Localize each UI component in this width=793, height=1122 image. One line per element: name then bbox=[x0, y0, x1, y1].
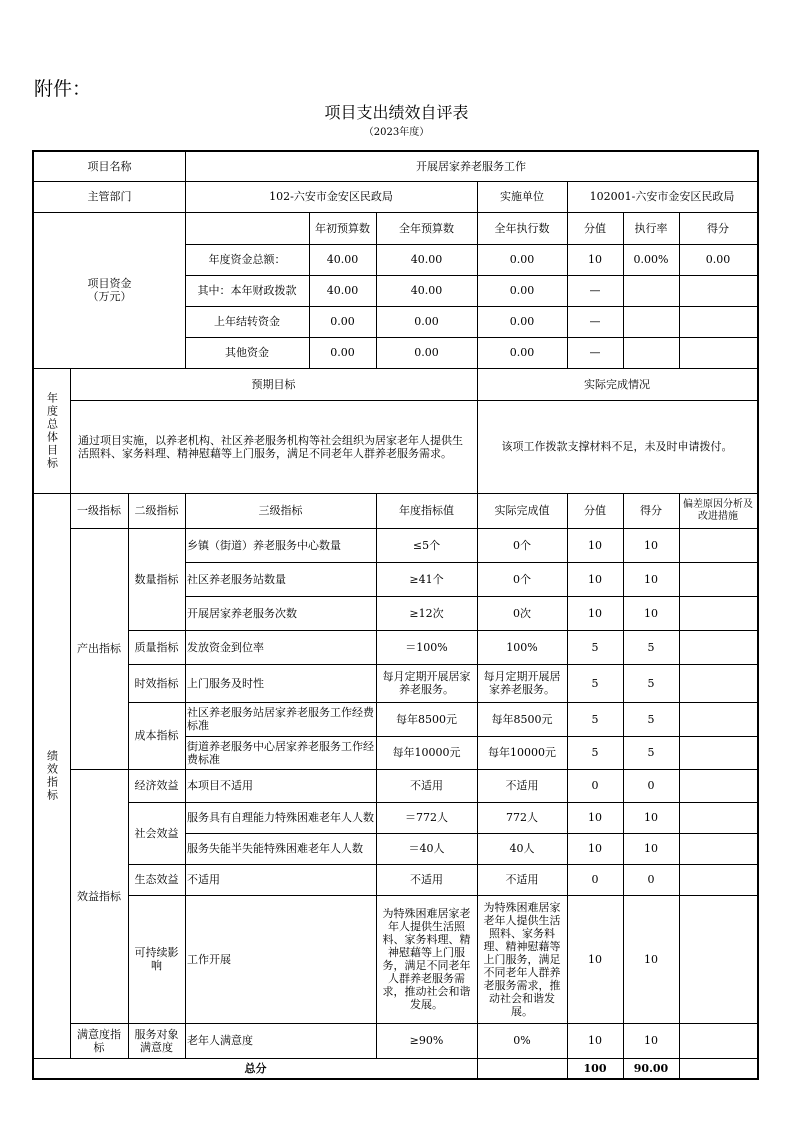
annual-target: 不适用 bbox=[410, 779, 443, 792]
score-value: 10 bbox=[588, 1034, 602, 1047]
annual-target: ＝100% bbox=[405, 640, 448, 654]
indicator-header: 实际完成值 bbox=[494, 504, 550, 517]
score: 5 bbox=[647, 640, 655, 654]
grid-line bbox=[477, 493, 478, 1059]
score: 5 bbox=[647, 676, 655, 690]
score: 10 bbox=[644, 572, 658, 586]
level3-indicator: 工作开展 bbox=[187, 952, 231, 966]
grid-line bbox=[128, 493, 129, 1059]
annual-target: ＝40人 bbox=[408, 842, 445, 855]
funds-rate: 0.00% bbox=[633, 253, 669, 266]
annual-target: ＝772人 bbox=[405, 811, 448, 824]
actual-value: 每年8500元 bbox=[491, 712, 553, 726]
score: 5 bbox=[647, 746, 655, 759]
score: 10 bbox=[644, 538, 658, 552]
funds-row-name: 年度资金总额： bbox=[208, 253, 286, 266]
impl-unit: 102001-六安市金安区民政局 bbox=[589, 190, 735, 203]
level3-indicator: 服务具有自理能力特殊困难老年人人数 bbox=[187, 811, 374, 824]
funds-score: 0.00 bbox=[705, 253, 731, 266]
funds-row-name: 其中：本年财政拨款 bbox=[197, 284, 297, 297]
total-label: 总分 bbox=[244, 1061, 267, 1075]
funds-initial: 40.00 bbox=[326, 253, 359, 266]
funds-initial: 0.00 bbox=[330, 315, 355, 328]
score-value: 10 bbox=[588, 952, 602, 966]
grid-line bbox=[32, 1078, 759, 1080]
funds-row-name: 其他资金 bbox=[225, 346, 269, 359]
level2-indicator: 成本指标 bbox=[134, 729, 179, 742]
funds-header: 执行率 bbox=[634, 221, 668, 235]
funds-full: 40.00 bbox=[410, 284, 443, 297]
funds-exec: 0.00 bbox=[509, 346, 535, 359]
annual-target: ≥90% bbox=[409, 1034, 444, 1047]
indicator-header: 三级指标 bbox=[258, 504, 303, 517]
actual-status-text: 该项工作拨款支撑材料不足，未及时申请拨付。 bbox=[501, 440, 733, 453]
funds-header: 全年执行数 bbox=[494, 221, 550, 235]
funds-header: 分值 bbox=[584, 221, 606, 235]
level3-indicator: 街道养老服务中心居家养老服务工作经费标准 bbox=[187, 739, 374, 766]
annual-target: ≤5个 bbox=[412, 538, 441, 552]
annual-target: ≥41个 bbox=[409, 572, 444, 586]
annual-target: 每年10000元 bbox=[392, 746, 461, 759]
total-value: 100 bbox=[583, 1061, 607, 1075]
indicator-header: 年度指标值 bbox=[399, 504, 454, 517]
score-value: 5 bbox=[591, 712, 599, 726]
grid-line bbox=[757, 150, 759, 1080]
funds-full: 0.00 bbox=[414, 346, 439, 359]
funds-score-value: 10 bbox=[588, 253, 602, 266]
attachment-label: 附件： bbox=[34, 78, 92, 100]
actual-value: 每年10000元 bbox=[488, 746, 556, 759]
expected-goal-text: 通过项目实施，以养老机构、社区养老服务机构等社会组织为居家老年人提供生活照料、家务料理、精神慰藉等上门服务，满足不同老年人群养老服务需求。 bbox=[78, 433, 463, 460]
score: 5 bbox=[647, 712, 655, 726]
project-name: 开展居家养老服务工作 bbox=[416, 160, 526, 173]
indicator-header: 分值 bbox=[584, 504, 606, 517]
level1-indicator: 效益指标 bbox=[77, 889, 121, 903]
level3-indicator: 不适用 bbox=[187, 873, 220, 886]
page-title: 项目支出绩效自评表 bbox=[324, 103, 469, 122]
actual-status-label: 实际完成情况 bbox=[584, 377, 650, 391]
score-value: 10 bbox=[588, 842, 602, 855]
score: 10 bbox=[644, 842, 658, 855]
funds-rate bbox=[623, 306, 679, 337]
level2-indicator: 经济效益 bbox=[134, 779, 179, 792]
level3-indicator: 社区养老服务站居家养老服务工作经费标准 bbox=[187, 706, 374, 732]
funds-score-value: — bbox=[589, 315, 601, 328]
funds-score bbox=[679, 337, 757, 368]
actual-value: 每月定期开展居家养老服务。 bbox=[483, 670, 561, 696]
level3-indicator: 发放资金到位率 bbox=[187, 640, 264, 654]
grid-line bbox=[679, 1058, 680, 1079]
funds-header: 全年预算数 bbox=[399, 221, 454, 235]
grid-line bbox=[567, 493, 568, 1059]
annual-target: 不适用 bbox=[410, 873, 443, 886]
annual-target: 为特殊困难居家老年人提供生活照料、家务料理、精神慰藉等上门服务，满足不同老年人群养老服务需求，推动社会和谐发展。 bbox=[382, 907, 471, 1011]
funds-header: 年初预算数 bbox=[315, 221, 370, 235]
funds-full: 0.00 bbox=[414, 315, 439, 328]
score-value: 10 bbox=[588, 572, 602, 586]
funds-score bbox=[679, 306, 757, 337]
funds-label: 项目资金 （万元） bbox=[87, 277, 132, 303]
funds-rate bbox=[623, 275, 679, 306]
score-value: 5 bbox=[591, 640, 599, 654]
funds-score-value: — bbox=[589, 346, 601, 359]
funds-score bbox=[679, 275, 757, 306]
level2-indicator: 质量指标 bbox=[134, 640, 179, 654]
level3-indicator: 老年人满意度 bbox=[187, 1034, 253, 1047]
indicator-header: 一级指标 bbox=[77, 504, 121, 517]
level1-indicator: 满意度指标 bbox=[77, 1027, 121, 1054]
score-value: 10 bbox=[588, 606, 602, 620]
funds-full: 40.00 bbox=[410, 253, 443, 266]
indicator-header: 偏差原因分析及改进措施 bbox=[683, 498, 753, 522]
level3-indicator: 上门服务及时性 bbox=[187, 676, 264, 690]
total-score: 90.00 bbox=[633, 1061, 669, 1075]
level3-indicator: 本项目不适用 bbox=[187, 779, 253, 792]
funds-exec: 0.00 bbox=[509, 315, 535, 328]
funds-rate bbox=[623, 337, 679, 368]
score-value: 10 bbox=[588, 538, 602, 552]
actual-value: 为特殊困难居家老年人提供生活照料、家务料理、精神慰藉等上门服务，满足不同老年人群养老服务需求，推动社会和谐发展。 bbox=[483, 900, 561, 1018]
score: 0 bbox=[647, 779, 655, 792]
grid-line bbox=[376, 493, 377, 1059]
funds-exec: 0.00 bbox=[509, 253, 535, 266]
indicator-header: 得分 bbox=[640, 504, 662, 517]
actual-value: 0% bbox=[513, 1034, 531, 1047]
level2-indicator: 数量指标 bbox=[134, 572, 179, 586]
level3-indicator: 开展居家养老服务次数 bbox=[187, 606, 297, 620]
report-year: （2023年度） bbox=[363, 127, 430, 138]
level3-indicator: 乡镇（街道）养老服务中心数量 bbox=[187, 538, 341, 552]
score-value: 5 bbox=[591, 676, 599, 690]
grid-line bbox=[679, 493, 680, 1059]
score-value: 10 bbox=[588, 811, 602, 824]
level2-indicator: 社会效益 bbox=[134, 826, 179, 840]
dept: 102-六安市金安区民政局 bbox=[269, 190, 393, 203]
goals-label: 年度总体目标 bbox=[45, 391, 59, 470]
score-value: 5 bbox=[591, 746, 599, 759]
funds-exec: 0.00 bbox=[509, 284, 535, 297]
funds-initial: 40.00 bbox=[326, 284, 359, 297]
level2-indicator: 服务对象满意度 bbox=[134, 1027, 179, 1054]
expected-goal-label: 预期目标 bbox=[251, 377, 296, 391]
actual-value: 不适用 bbox=[505, 779, 539, 792]
actual-value: 100% bbox=[506, 640, 538, 654]
score: 10 bbox=[644, 1034, 658, 1047]
level2-indicator: 可持续影响 bbox=[134, 946, 179, 972]
funds-row-name: 上年结转资金 bbox=[214, 315, 280, 328]
actual-value: 40人 bbox=[509, 842, 535, 855]
actual-value: 0次 bbox=[513, 606, 531, 620]
grid-line bbox=[185, 493, 186, 1059]
score: 10 bbox=[644, 952, 658, 966]
score: 0 bbox=[647, 873, 655, 886]
annual-target: ≥12次 bbox=[409, 606, 444, 620]
evaluation-table bbox=[32, 150, 759, 1080]
indicators-label: 绩效指标 bbox=[45, 749, 59, 802]
level1-indicator: 产出指标 bbox=[77, 642, 121, 655]
score-value: 0 bbox=[591, 779, 599, 792]
impl-label: 实施单位 bbox=[500, 190, 544, 203]
actual-value: 0个 bbox=[513, 538, 531, 552]
score: 10 bbox=[644, 606, 658, 620]
annual-target: 每年8500元 bbox=[396, 712, 457, 726]
level2-indicator: 生态效益 bbox=[134, 873, 179, 886]
dept-label: 主管部门 bbox=[87, 190, 132, 203]
project-name-label: 项目名称 bbox=[87, 160, 132, 173]
score: 10 bbox=[644, 811, 658, 824]
funds-initial: 0.00 bbox=[330, 346, 355, 359]
actual-value: 不适用 bbox=[505, 873, 539, 886]
actual-value: 0个 bbox=[513, 572, 531, 586]
score-value: 0 bbox=[591, 873, 599, 886]
level2-indicator: 时效指标 bbox=[134, 676, 179, 690]
level3-indicator: 社区养老服务站数量 bbox=[187, 572, 286, 586]
level3-indicator: 服务失能半失能特殊困难老年人人数 bbox=[187, 842, 363, 855]
indicator-header: 二级指标 bbox=[134, 504, 179, 517]
annual-target: 每月定期开展居家养老服务。 bbox=[382, 670, 471, 696]
actual-value: 772人 bbox=[506, 811, 538, 824]
grid-line bbox=[623, 493, 624, 1059]
funds-header: 得分 bbox=[707, 221, 729, 235]
grid-line bbox=[477, 1058, 478, 1079]
funds-score-value: — bbox=[589, 284, 601, 297]
